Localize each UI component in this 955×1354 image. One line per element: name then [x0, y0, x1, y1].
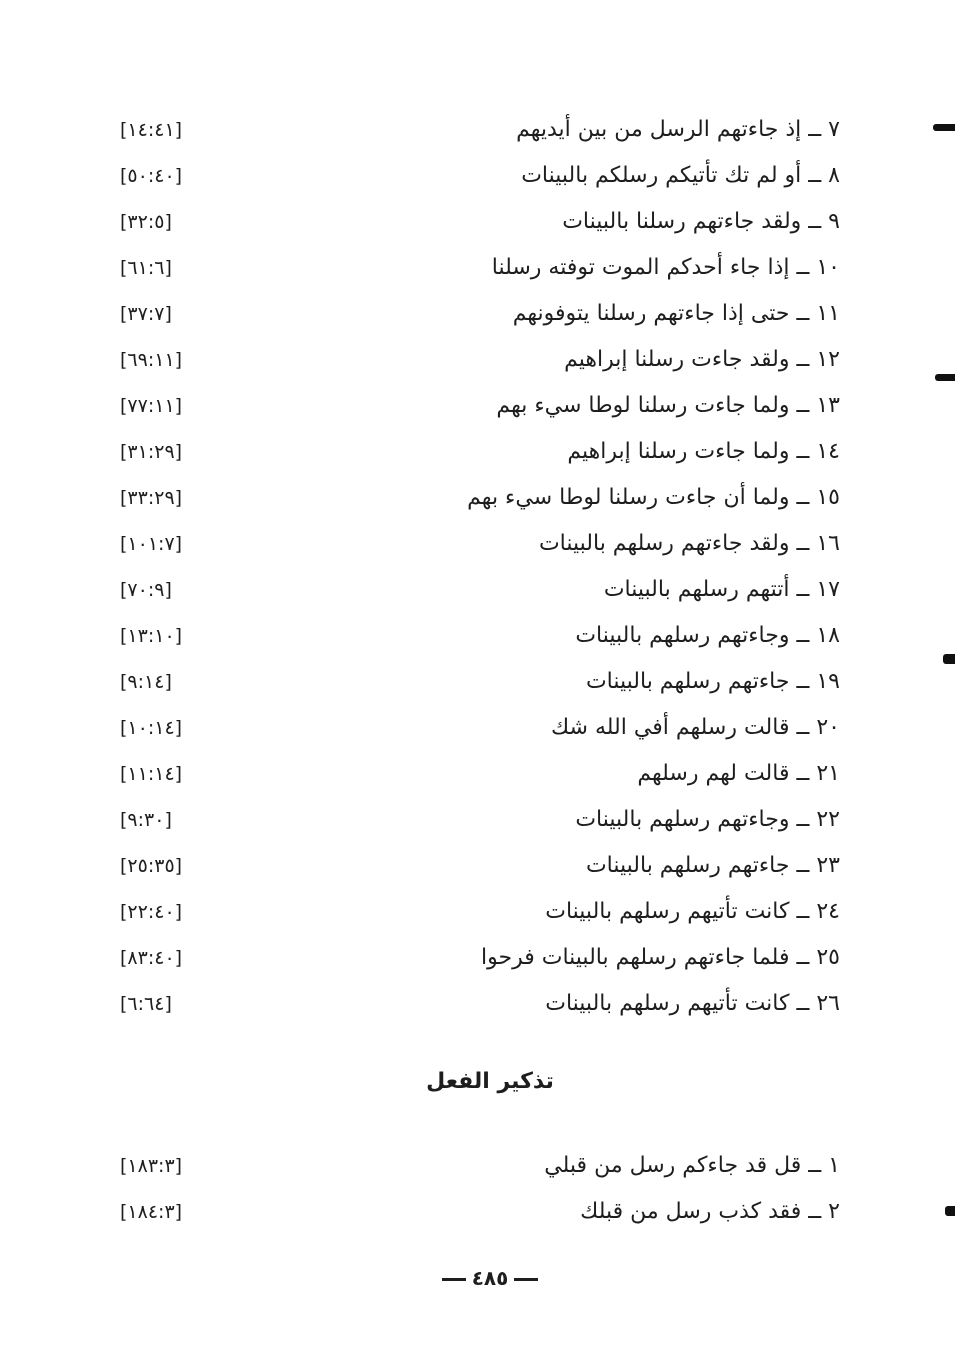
verse-reference: [٦١:٦]	[120, 257, 172, 279]
verse-text: ١١ ــ حتى إذا جاءتهم رسلنا يتوفونهم	[512, 301, 840, 326]
verse-text: ١٥ ــ ولما أن جاءت رسلنا لوطا سيء بهم	[467, 485, 840, 510]
verse-reference: [٨٣:٤٠]	[120, 947, 183, 969]
page-number-dash	[514, 1278, 538, 1281]
verse-reference: [١٠١:٧]	[120, 533, 183, 555]
verse-row	[0, 1146, 955, 1186]
verse-reference: [٩:٣٠]	[120, 809, 172, 831]
verse-reference: [٣١:٢٩]	[120, 441, 183, 463]
verse-row	[0, 478, 955, 518]
page-number	[0, 1258, 955, 1298]
verse-text: ١٦ ــ ولقد جاءتهم رسلهم بالبينات	[538, 531, 840, 556]
verse-text: ١٧ ــ أتتهم رسلهم بالبينات	[603, 577, 840, 602]
verse-row	[0, 892, 955, 932]
verse-reference: [٦٩:١١]	[120, 349, 183, 371]
verse-row	[0, 386, 955, 426]
verse-reference: [١١:١٤]	[120, 763, 183, 785]
verse-text: ٢٢ ــ وجاءتهم رسلهم بالبينات	[575, 807, 840, 832]
verse-text: ١٢ ــ ولقد جاءت رسلنا إبراهيم	[564, 347, 840, 372]
verse-text: ١٠ ــ إذا جاء أحدكم الموت توفته رسلنا	[491, 255, 840, 280]
verse-text: ١٩ ــ جاءتهم رسلهم بالبينات	[585, 669, 840, 694]
verse-row	[0, 202, 955, 242]
verse-reference: [١٣:١٠]	[120, 625, 183, 647]
verse-text: ٢٠ ــ قالت رسلهم أفي الله شك	[551, 715, 840, 740]
verse-row	[0, 570, 955, 610]
verse-row	[0, 340, 955, 380]
verse-row	[0, 754, 955, 794]
edge-mark	[945, 1206, 955, 1216]
verse-row	[0, 156, 955, 196]
verse-reference: [١٨٤:٣]	[120, 1201, 183, 1223]
verse-reference: [٣٢:٥]	[120, 211, 172, 233]
verse-row	[0, 1192, 955, 1232]
verse-text: ٢ ــ فقد كذب رسل من قبلك	[580, 1199, 840, 1224]
verse-row	[0, 938, 955, 978]
verse-reference: [٣٣:٢٩]	[120, 487, 183, 509]
section-heading: تذكير الفعل	[426, 1069, 554, 1094]
verse-row	[0, 708, 955, 748]
verse-reference: [٩:١٤]	[120, 671, 172, 693]
verse-text: ٨ ــ أو لم تك تأتيكم رسلكم بالبينات	[521, 163, 840, 188]
verse-row	[0, 432, 955, 472]
verse-reference: [٢٢:٤٠]	[120, 901, 183, 923]
verse-reference: [١٤:٤١]	[120, 119, 183, 141]
edge-mark	[935, 374, 955, 381]
verse-text: ٩ ــ ولقد جاءتهم رسلنا بالبينات	[562, 209, 840, 234]
verse-text: ٢٦ ــ كانت تأتيهم رسلهم بالبينات	[545, 991, 840, 1016]
verse-text: ١٣ ــ ولما جاءت رسلنا لوطا سيء بهم	[496, 393, 840, 418]
verse-row	[0, 984, 955, 1024]
verse-text: ٧ ــ إذ جاءتهم الرسل من بين أيديهم	[516, 117, 840, 142]
verse-reference: [٥٠:٤٠]	[120, 165, 183, 187]
verse-text: ٢١ ــ قالت لهم رسلهم	[637, 761, 840, 786]
verse-row	[0, 846, 955, 886]
verse-text: ١٤ ــ ولما جاءت رسلنا إبراهيم	[567, 439, 840, 464]
page-number-text: ٤٨٥	[471, 1266, 509, 1290]
verse-reference: [٧٧:١١]	[120, 395, 183, 417]
verse-reference: [٦:٦٤]	[120, 993, 172, 1015]
verse-row	[0, 524, 955, 564]
verse-row	[0, 662, 955, 702]
verse-row	[0, 110, 955, 150]
verse-text: ١ ــ قل قد جاءكم رسل من قبلي	[544, 1153, 840, 1178]
verse-reference: [١٨٣:٣]	[120, 1155, 183, 1177]
verse-row	[0, 248, 955, 288]
verse-row	[0, 294, 955, 334]
verse-row	[0, 800, 955, 840]
verse-text: ١٨ ــ وجاءتهم رسلهم بالبينات	[575, 623, 840, 648]
verse-row	[0, 616, 955, 656]
verse-text: ٢٣ ــ جاءتهم رسلهم بالبينات	[585, 853, 840, 878]
verse-text: ٢٥ ــ فلما جاءتهم رسلهم بالبينات فرحوا	[481, 945, 840, 970]
page-number-dash	[442, 1278, 466, 1281]
verse-reference: [٣٧:٧]	[120, 303, 172, 325]
verse-reference: [١٠:١٤]	[120, 717, 183, 739]
edge-mark	[943, 654, 955, 664]
edge-mark	[933, 124, 955, 131]
verse-reference: [٢٥:٣٥]	[120, 855, 183, 877]
verse-reference: [٧٠:٩]	[120, 579, 172, 601]
verse-text: ٢٤ ــ كانت تأتيهم رسلهم بالبينات	[545, 899, 840, 924]
